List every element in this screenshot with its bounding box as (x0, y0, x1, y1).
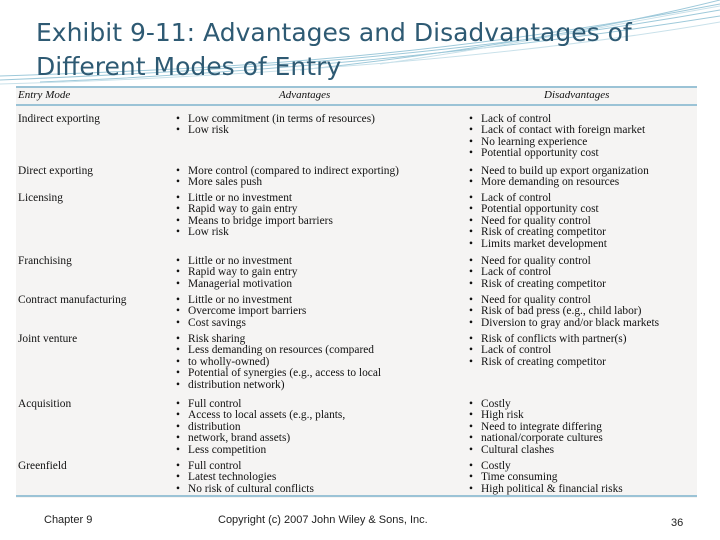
advantage-item: • Less competition (176, 445, 461, 456)
header-disadvantages: Disadvantages (544, 89, 610, 101)
disadvantage-item: • Need to integrate differing (469, 422, 697, 433)
advantages-list (176, 399, 461, 456)
advantage-item: • network, brand assets) (176, 433, 461, 444)
table-header-rule (16, 104, 697, 106)
advantage-item: • Full control (176, 399, 461, 410)
disadvantage-item: • High political & financial risks (469, 484, 697, 495)
advantage-item: • Potential of synergies (e.g., access to local (176, 368, 461, 379)
disadvantage-item: • Need for quality control (469, 216, 697, 227)
advantage-item: • Risk sharing (176, 334, 461, 345)
advantage-item: • More sales push (176, 177, 461, 188)
slide-title-line-2: Different Modes of Entry (36, 52, 342, 81)
disadvantage-item: • Lack of control (469, 193, 697, 204)
disadvantage-item: • Time consuming (469, 472, 697, 483)
advantage-item: • Little or no investment (176, 256, 461, 267)
advantage-item: • Low risk (176, 125, 461, 136)
disadvantages-list (469, 461, 697, 495)
table-bottom-rule (16, 495, 697, 497)
disadvantages-list (469, 193, 697, 250)
disadvantage-item: • High risk (469, 410, 697, 421)
advantage-item: • distribution (176, 422, 461, 433)
disadvantage-item: • national/corporate cultures (469, 433, 697, 444)
disadvantage-item: • Risk of creating competitor (469, 279, 697, 290)
disadvantages-list (469, 399, 697, 456)
disadvantages-list (469, 256, 697, 290)
disadvantage-item: • Lack of control (469, 114, 697, 125)
disadvantage-item: • Need to build up export organization (469, 166, 697, 177)
advantages-list (176, 114, 461, 137)
entry-mode-cell: Direct exporting (18, 165, 93, 177)
disadvantage-item: • More demanding on resources (469, 177, 697, 188)
slide-title-line-1: Exhibit 9-11: Advantages and Disadvantages of (36, 18, 632, 47)
disadvantage-item: • Need for quality control (469, 295, 697, 306)
footer-copyright: Copyright (c) 2007 John Wiley & Sons, Inc. (218, 514, 428, 526)
disadvantages-list (469, 334, 697, 368)
advantages-list (176, 193, 461, 239)
entry-mode-cell: Licensing (18, 192, 63, 204)
entry-mode-cell: Indirect exporting (18, 113, 100, 125)
advantage-item: • Managerial motivation (176, 279, 461, 290)
disadvantage-item: • Lack of control (469, 267, 697, 278)
entry-mode-cell: Joint venture (18, 333, 78, 345)
entry-mode-cell: Greenfield (18, 460, 67, 472)
disadvantage-item: • Need for quality control (469, 256, 697, 267)
header-advantages: Advantages (279, 89, 331, 101)
entry-mode-cell: Contract manufacturing (18, 294, 127, 306)
footer-chapter: Chapter 9 (44, 514, 93, 526)
table-top-rule (16, 86, 697, 88)
advantages-list (176, 334, 461, 391)
advantage-item: • to wholly-owned) (176, 357, 461, 368)
advantage-item: • Overcome import barriers (176, 306, 461, 317)
advantages-list (176, 166, 461, 189)
disadvantage-item: • Potential opportunity cost (469, 204, 697, 215)
advantage-item: • No risk of cultural conflicts (176, 484, 461, 495)
advantage-item: • More control (compared to indirect exporting) (176, 166, 461, 177)
advantage-item: • Low commitment (in terms of resources) (176, 114, 461, 125)
advantage-item: • Full control (176, 461, 461, 472)
advantage-item: • Low risk (176, 227, 461, 238)
disadvantage-item: • Risk of conflicts with partner(s) (469, 334, 697, 345)
disadvantage-item: • Potential opportunity cost (469, 148, 697, 159)
disadvantages-list (469, 295, 697, 329)
disadvantage-item: • Costly (469, 461, 697, 472)
advantage-item: • Access to local assets (e.g., plants, (176, 410, 461, 421)
entry-mode-cell: Acquisition (18, 398, 72, 410)
disadvantage-item: • Risk of creating competitor (469, 357, 697, 368)
slide-title (36, 16, 636, 84)
disadvantages-list (469, 114, 697, 160)
advantage-item: • Cost savings (176, 318, 461, 329)
disadvantage-item: • Lack of contact with foreign market (469, 125, 697, 136)
entry-modes-table (16, 86, 697, 498)
entry-mode-cell: Franchising (18, 255, 72, 267)
advantage-item: • distribution network) (176, 380, 461, 391)
header-entry-mode: Entry Mode (18, 89, 71, 101)
advantage-item: • Latest technologies (176, 472, 461, 483)
advantages-list (176, 461, 461, 495)
advantages-list (176, 295, 461, 329)
disadvantage-item: • Cultural clashes (469, 445, 697, 456)
disadvantage-item: • Costly (469, 399, 697, 410)
disadvantages-list (469, 166, 697, 189)
footer-page-number: 36 (671, 517, 684, 529)
advantage-item: • Means to bridge import barriers (176, 216, 461, 227)
disadvantage-item: • Limits market development (469, 239, 697, 250)
disadvantage-item: • No learning experience (469, 137, 697, 148)
advantage-item: • Rapid way to gain entry (176, 204, 461, 215)
advantages-list (176, 256, 461, 290)
advantage-item: • Less demanding on resources (compared (176, 345, 461, 356)
disadvantage-item: • Risk of creating competitor (469, 227, 697, 238)
disadvantage-item: • Lack of control (469, 345, 697, 356)
disadvantage-item: • Diversion to gray and/or black markets (469, 318, 697, 329)
advantage-item: • Little or no investment (176, 295, 461, 306)
advantage-item: • Little or no investment (176, 193, 461, 204)
advantage-item: • Rapid way to gain entry (176, 267, 461, 278)
disadvantage-item: • Risk of bad press (e.g., child labor) (469, 306, 697, 317)
